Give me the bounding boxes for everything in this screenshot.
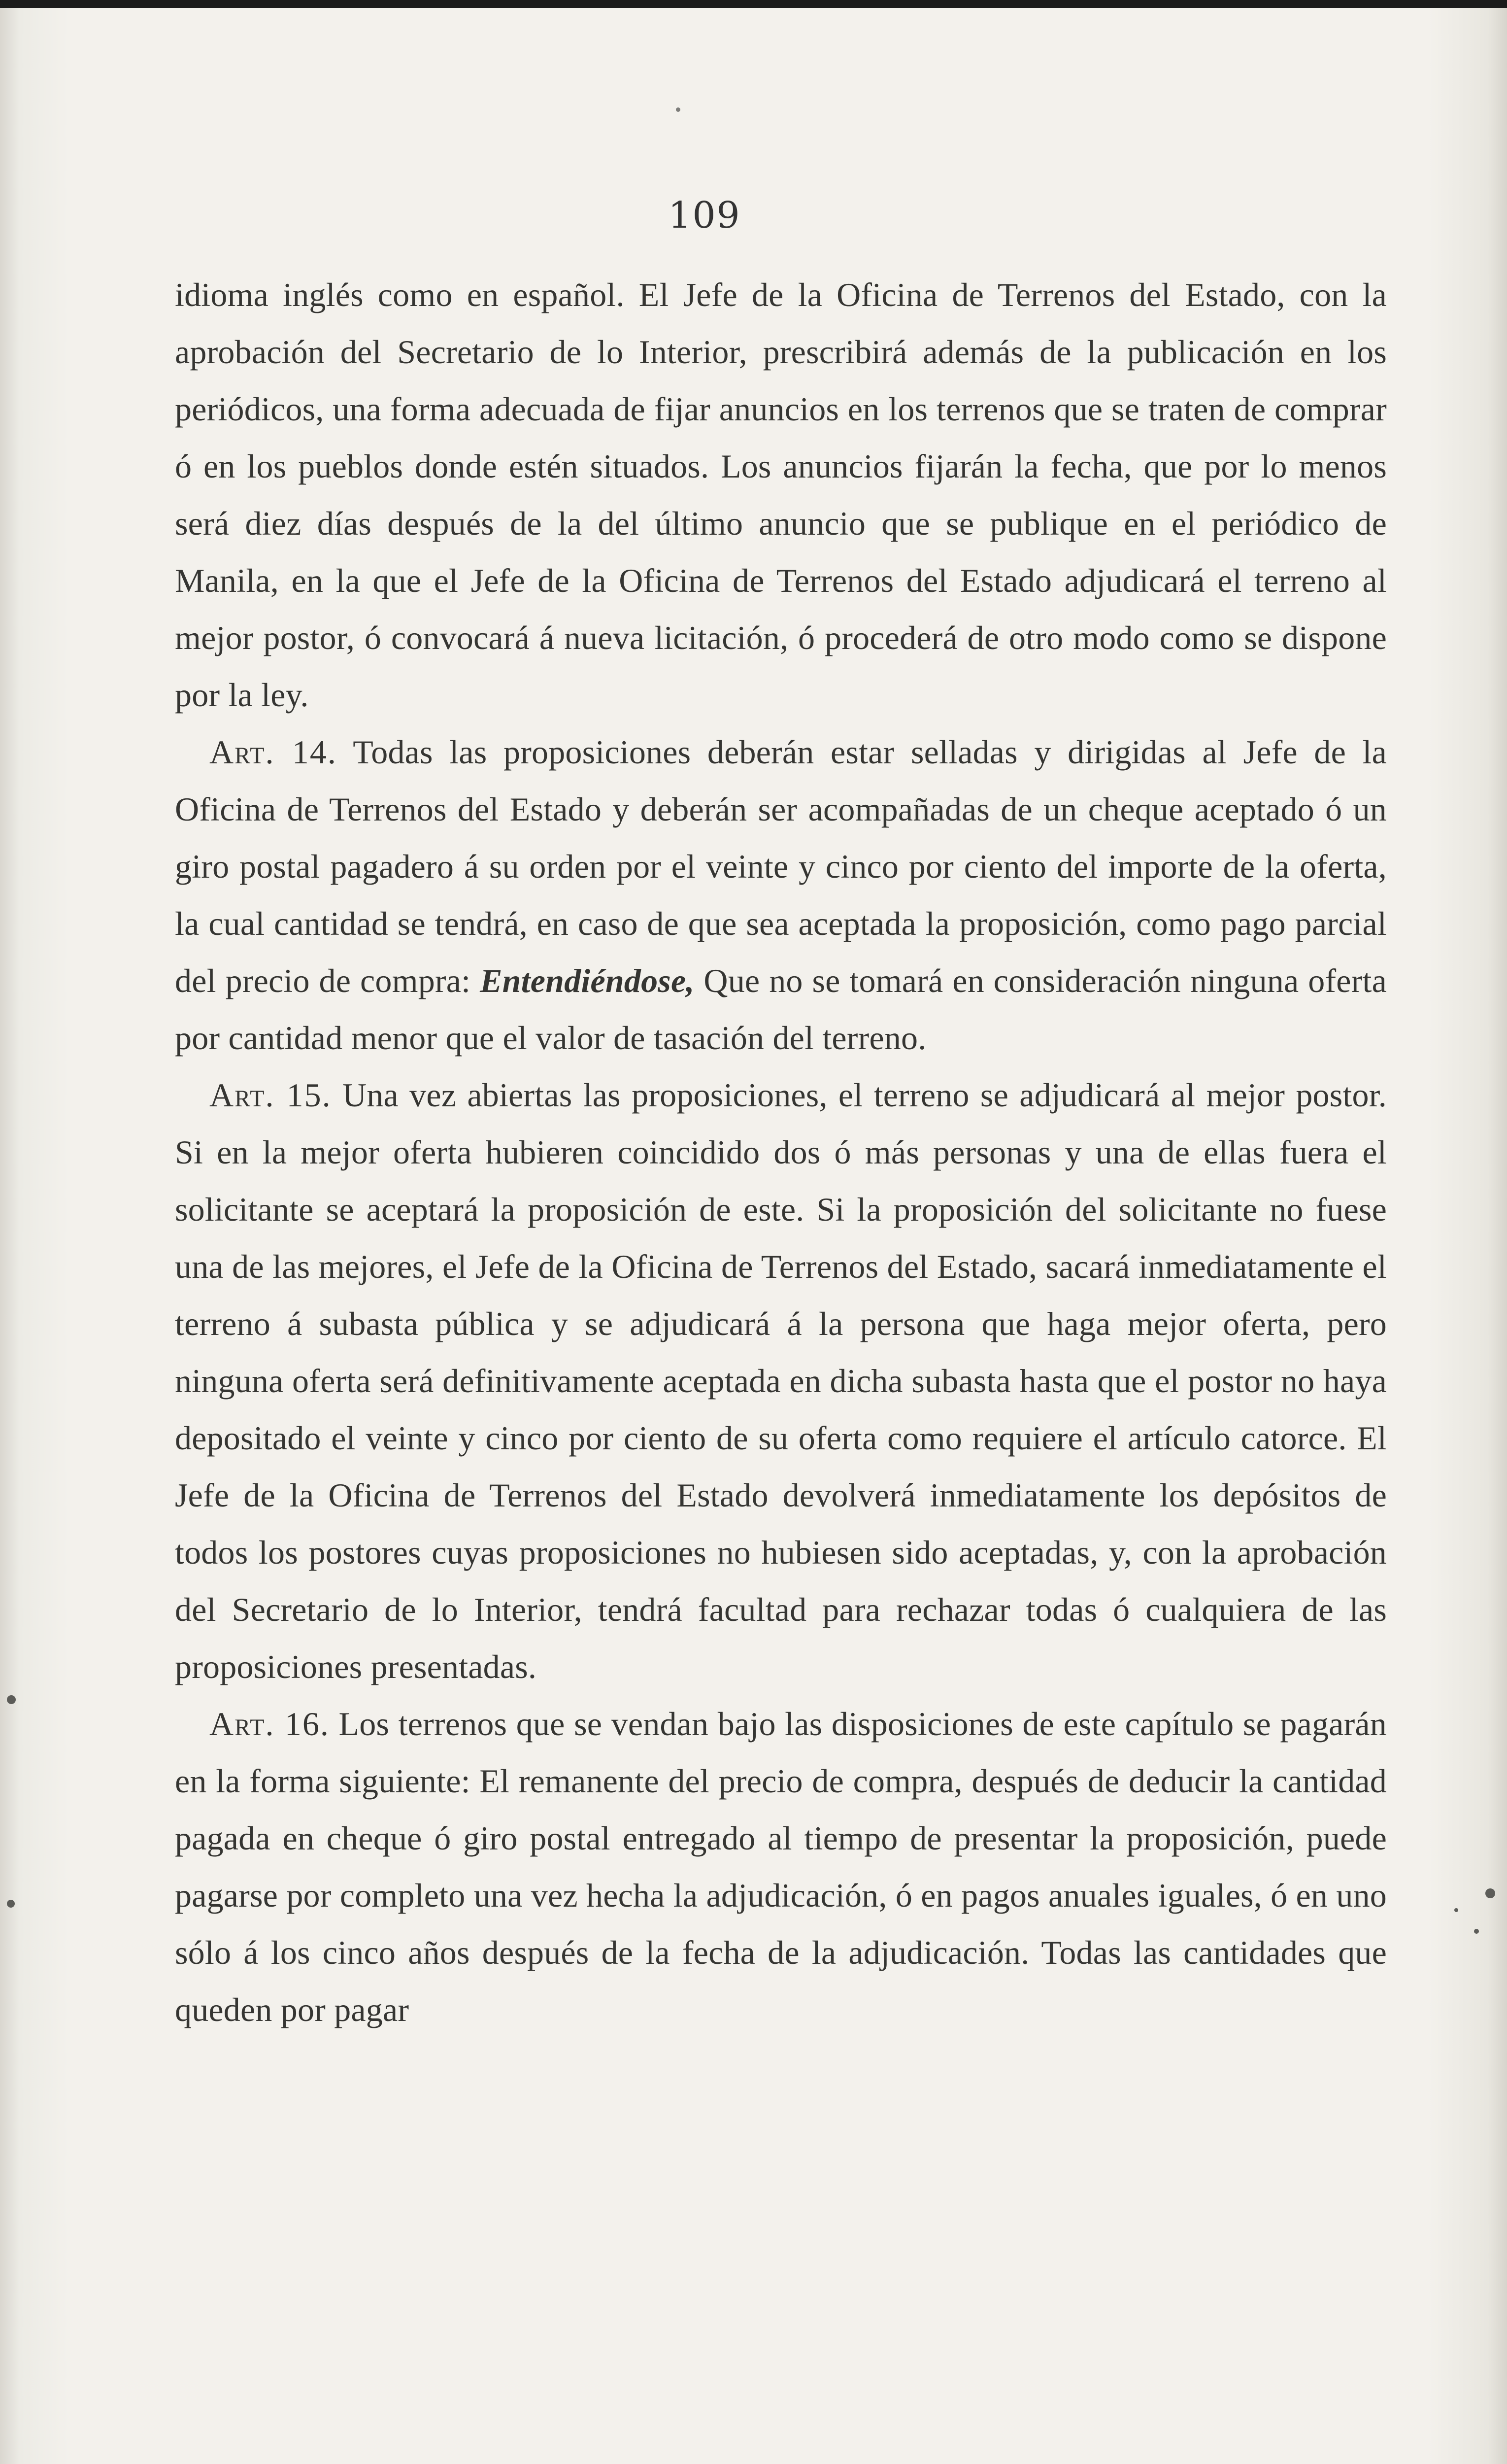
article-14-tail: Que no se tomará en consideración ninguna oferta por cantidad menor que el valor de tasación del terreno.	[175, 962, 1387, 1057]
right-margin-dot	[1454, 1908, 1458, 1912]
left-margin-mark	[7, 1695, 16, 1704]
right-margin-dot-2	[1474, 1929, 1479, 1934]
paragraph-art-15	[175, 1066, 1387, 1695]
article-label-14: Art. 14.	[209, 733, 337, 771]
article-16-text: Los terrenos que se vendan bajo las disposiciones de este capítulo se pagarán en la forma siguiente: El remanente del precio de compra, después de deducir la cantidad pagada en cheque ó giro postal entregado al tiempo de presentar la proposición, puede pagarse por completo una vez hecha la adjudicación, ó en pagos anuales iguales, ó en uno sólo á los cinco años después de la fecha de la adjudicación. Todas las cantidades que queden por pagar	[175, 1705, 1387, 2028]
article-label-16: Art. 16.	[209, 1705, 330, 1743]
article-14-emphasis: Entendiéndose,	[480, 962, 695, 999]
right-margin-mark	[1485, 1888, 1495, 1898]
paragraph-1: idioma inglés como en español. El Jefe de la Oficina de Terrenos del Estado, con la aprobación del Secretario de lo Interior, prescribirá además de la publicación en los periódicos, una forma adecuada de fijar anuncios en los terrenos que se traten de comprar ó en los pueblos donde estén situados. Los anuncios fijarán la fecha, que por lo menos será diez días después de la del último anuncio que se publique en el periódico de Manila, en la que el Jefe de la Oficina de Terrenos del Estado adjudicará el terreno al mejor postor, ó convocará á nueva licitación, ó procederá de otro modo como se dispone por la ley.	[175, 276, 1387, 714]
paragraph-art-14	[175, 723, 1387, 1066]
article-label-15: Art. 15.	[209, 1076, 332, 1114]
paragraph-art-16	[175, 1695, 1387, 2038]
page-number: 109	[668, 194, 741, 237]
top-dark-edge	[0, 0, 1507, 8]
article-14-text: Todas las proposiciones deberán estar selladas y dirigidas al Jefe de la Oficina de Terrenos del Estado y deberán ser acompañadas de un cheque aceptado ó un giro postal pagadero á su orden por el veinte y cinco por ciento del importe de la oferta, la cual cantidad se tendrá, en caso de que sea aceptada la proposición, como pago parcial del precio de compra:	[175, 733, 1387, 999]
article-15-text: Una vez abiertas las proposiciones, el terreno se adjudicará al mejor postor. Si en la mejor oferta hubieren coincidido dos ó más personas y una de ellas fuera el solicitante se aceptará la proposición de este. Si la proposición del solicitante no fuese una de las mejores, el Jefe de la Oficina de Terrenos del Estado, sacará inmediatamente el terreno á subasta pública y se adjudicará á la persona que haga mejor oferta, pero ninguna oferta será definitivamente aceptada en dicha subasta hasta que el postor no haya depositado el veinte y cinco por ciento de su oferta como requiere el artículo catorce. El Jefe de la Oficina de Terrenos del Estado devolverá inmediatamente los depósitos de todos los postores cuyas proposiciones no hubiesen sido aceptadas, y, con la aprobación del Secretario de lo Interior, tendrá facultad para rechazar todas ó cualquiera de las proposiciones presentadas.	[175, 1076, 1387, 1685]
document-body	[175, 266, 1387, 2038]
left-margin-mark-2	[7, 1900, 15, 1908]
top-dot-mark	[676, 107, 680, 112]
